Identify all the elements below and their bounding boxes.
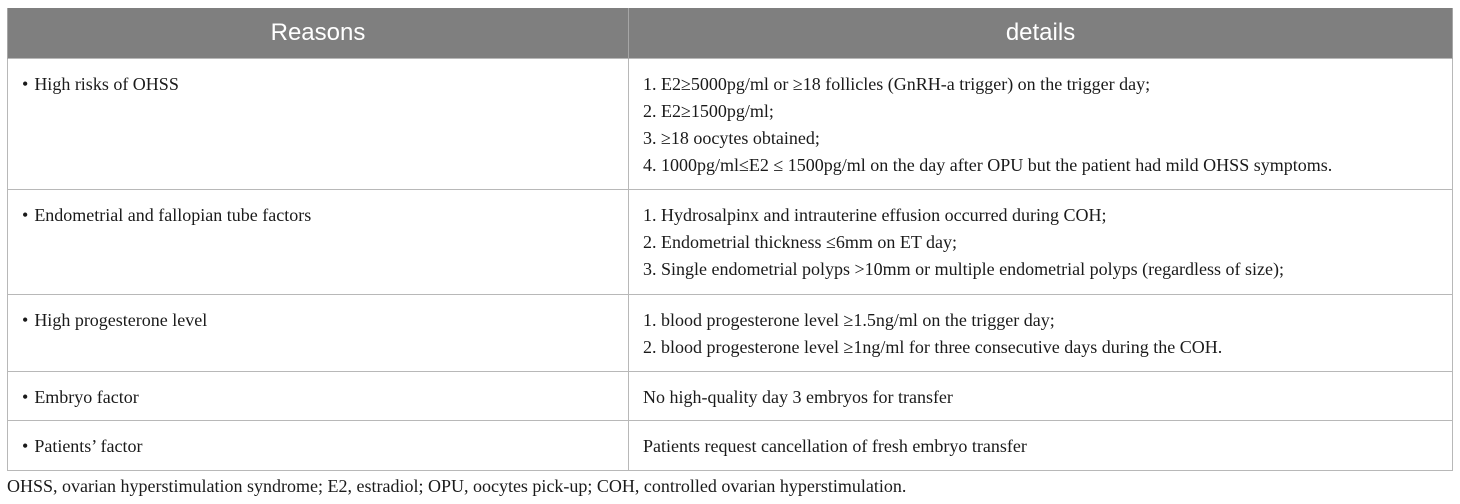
table-row xyxy=(8,190,1453,295)
details-cell xyxy=(629,295,1453,372)
bullet-icon: • xyxy=(22,74,29,94)
table-footnote: OHSS, ovarian hyperstimulation syndrome; E2, estradiol; OPU, oocytes pick-up; COH, controlled ovarian hyperstimulation. xyxy=(7,476,907,496)
reason-text: Endometrial and fallopian tube factors xyxy=(34,205,312,225)
header-reasons: Reasons xyxy=(8,8,629,59)
detail-line: 3. Single endometrial polyps >10mm or multiple endometrial polyps (regardless of size); xyxy=(643,259,1285,279)
reason-text: Embryo factor xyxy=(34,387,139,407)
detail-line: 1. E2≥5000pg/ml or ≥18 follicles (GnRH-a trigger) on the trigger day; xyxy=(643,74,1151,94)
details-cell xyxy=(629,190,1453,295)
reason-cell xyxy=(8,190,629,295)
reasons-table xyxy=(7,8,1453,471)
reason-cell xyxy=(8,295,629,372)
bullet-icon: • xyxy=(22,205,29,225)
table-header-row xyxy=(8,8,1453,59)
reason-text: High risks of OHSS xyxy=(34,74,179,94)
detail-line: 1. Hydrosalpinx and intrauterine effusion occurred during COH; xyxy=(643,205,1107,225)
reason-cell xyxy=(8,59,629,190)
detail-line: 3. ≥18 oocytes obtained; xyxy=(643,128,820,148)
detail-line: 2. Endometrial thickness ≤6mm on ET day; xyxy=(643,232,957,252)
table-row xyxy=(8,421,1453,471)
detail-line: 2. E2≥1500pg/ml; xyxy=(643,101,774,121)
detail-line: 4. 1000pg/ml≤E2 ≤ 1500pg/ml on the day after OPU but the patient had mild OHSS symptoms. xyxy=(643,155,1333,175)
detail-line: 2. blood progesterone level ≥1ng/ml for three consecutive days during the COH. xyxy=(643,337,1223,357)
bullet-icon: • xyxy=(22,310,29,330)
bullet-icon: • xyxy=(22,387,29,407)
table-row xyxy=(8,295,1453,372)
reasons-table-container xyxy=(7,8,1452,471)
table-row xyxy=(8,372,1453,421)
header-details: details xyxy=(629,8,1453,59)
table-row xyxy=(8,59,1453,190)
reason-cell xyxy=(8,372,629,421)
reason-text: Patients’ factor xyxy=(34,436,143,456)
detail-line: No high-quality day 3 embryos for transfer xyxy=(643,387,953,407)
reason-cell xyxy=(8,421,629,471)
detail-line: Patients request cancellation of fresh embryo transfer xyxy=(643,436,1027,456)
details-cell xyxy=(629,372,1453,421)
details-cell xyxy=(629,421,1453,471)
detail-line: 1. blood progesterone level ≥1.5ng/ml on the trigger day; xyxy=(643,310,1055,330)
reason-text: High progesterone level xyxy=(34,310,208,330)
bullet-icon: • xyxy=(22,436,29,456)
details-cell xyxy=(629,59,1453,190)
